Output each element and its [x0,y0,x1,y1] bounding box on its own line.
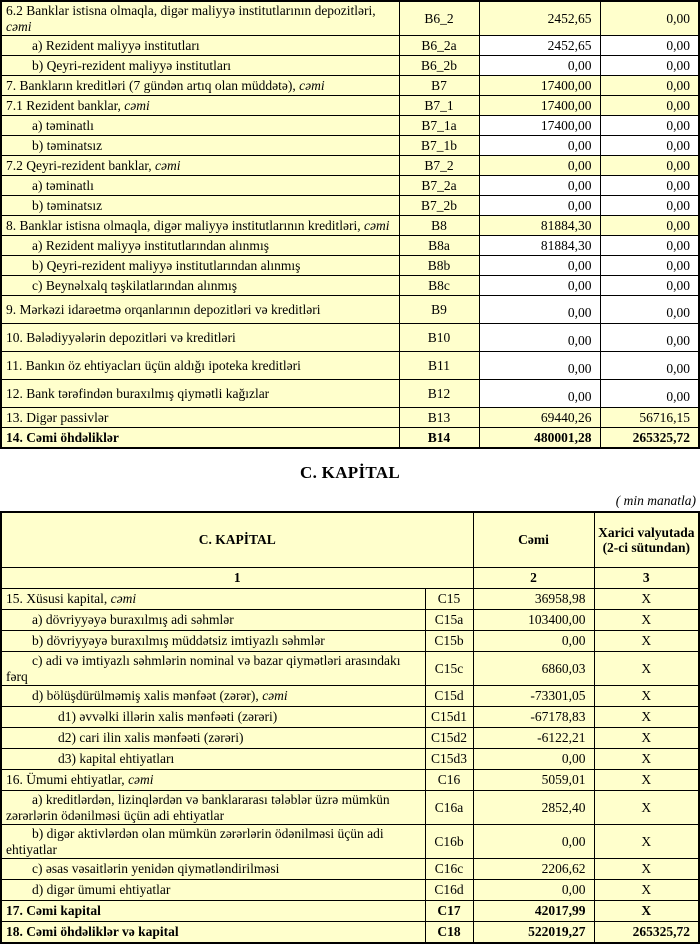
table-row [1,880,699,901]
row-fx-cell: 0,00 [600,236,699,256]
table-row [1,770,699,791]
row-fx-cell: X [594,610,699,631]
row-label-cell: b) Qeyri-rezident maliyyə institutlarından alınmış [1,256,399,276]
row-label-cell: 15. Xüsusi kapital, cəmi [1,589,425,610]
table-row [1,296,699,324]
row-total-cell: 69440,26 [479,408,600,428]
row-code-cell: B13 [399,408,479,428]
table-row [1,408,699,428]
table-row [1,324,699,352]
row-label-cell: a) təminatlı [1,176,399,196]
row-total-cell: 2852,40 [473,791,594,825]
row-label-cell: c) əsas vəsaitlərin yenidən qiymətləndirilməsi [1,859,425,880]
table-row [1,1,699,36]
row-total-cell: 0,00 [479,324,600,352]
row-fx-cell: 0,00 [600,76,699,96]
row-total-cell: 522019,27 [473,922,594,944]
row-label-cell: b) təminatsız [1,136,399,156]
row-fx-cell: X [594,901,699,922]
row-label-cell: 6.2 Banklar istisna olmaqla, digər maliyyə institutlarının depozitləri, cəmi [1,1,399,36]
row-code-cell: C15b [425,631,473,652]
table-row [1,156,699,176]
row-code-cell: B12 [399,380,479,408]
table-row [1,116,699,136]
row-fx-cell: 0,00 [600,324,699,352]
row-fx-cell: X [594,749,699,770]
table-row [1,56,699,76]
row-code-cell: B7_1a [399,116,479,136]
row-total-cell: 17400,00 [479,96,600,116]
table-row [1,136,699,156]
row-total-cell: 0,00 [479,296,600,324]
row-total-cell: 5059,01 [473,770,594,791]
row-label-italic-suffix: cəmi [110,591,137,607]
row-fx-cell: X [594,589,699,610]
row-label-cell: b) Qeyri-rezident maliyyə institutları [1,56,399,76]
table-row [1,96,699,116]
row-label-cell: a) kreditlərdən, lizinqlərdən və banklararası tələblər üzrə mümkün zərərlərin ödənilməsi üçün adi ehtiyatlar [1,791,425,825]
row-total-cell: 0,00 [479,352,600,380]
table-row [1,652,699,686]
row-label-italic-suffix: cəmi [262,688,288,704]
row-code-cell: B6_2b [399,56,479,76]
row-fx-cell: 0,00 [600,116,699,136]
table-row [1,791,699,825]
row-code-cell: B7_1b [399,136,479,156]
row-label-cell: d3) kapital ehtiyatları [1,749,425,770]
row-code-cell: C15c [425,652,473,686]
row-label-italic-suffix: cəmi [364,217,390,233]
row-code-cell: C16b [425,825,473,859]
row-code-cell: C15d2 [425,728,473,749]
capital-table-body [1,589,699,944]
row-label-cell: c) adi və imtiyazlı səhmlərin nominal və bazar qiymətləri arasındakı fərq [1,652,425,686]
row-label-cell: 17. Cəmi kapital [1,901,425,922]
row-fx-cell: X [594,686,699,707]
row-label-cell: 7. Bankların kreditləri (7 gündən artıq olan müddətə), cəmi [1,76,399,96]
row-total-cell: 0,00 [479,56,600,76]
table-row [1,380,699,408]
capital-numbering-row [1,568,699,589]
row-code-cell: B14 [399,428,479,449]
row-fx-cell: 0,00 [600,380,699,408]
row-total-cell: 2452,65 [479,1,600,36]
row-label-cell: b) təminatsız [1,196,399,216]
row-code-cell: C16d [425,880,473,901]
capital-header-fx: Xarici valyutada (2-ci sütundan) [594,512,699,568]
capital-header-row [1,512,699,568]
row-total-cell: 0,00 [479,256,600,276]
row-code-cell: C17 [425,901,473,922]
row-label-cell: b) digər aktivlərdən olan mümkün zərərlərin ödənilməsi üçün adi ehtiyatlar [1,825,425,859]
table-row [1,36,699,56]
table-row [1,631,699,652]
row-label-cell: 10. Bələdiyyələrin depozitləri və kreditləri [1,324,399,352]
row-total-cell: 0,00 [473,880,594,901]
row-fx-cell: X [594,707,699,728]
row-label-cell: a) dövriyyəyə buraxılmış adi səhmlər [1,610,425,631]
row-code-cell: C16a [425,791,473,825]
row-label-cell: 13. Digər passivlər [1,408,399,428]
table-row [1,922,699,944]
table-row [1,276,699,296]
row-label-cell: d2) cari ilin xalis mənfəəti (zərəri) [1,728,425,749]
row-fx-cell: 0,00 [600,352,699,380]
row-label-cell: a) Rezident maliyyə institutlarından alınmış [1,236,399,256]
row-fx-cell: X [594,825,699,859]
row-label-cell: a) təminatlı [1,116,399,136]
table-row [1,707,699,728]
row-fx-cell: 0,00 [600,156,699,176]
row-total-cell: 2452,65 [479,36,600,56]
row-code-cell: B10 [399,324,479,352]
table-row [1,236,699,256]
row-total-cell: -73301,05 [473,686,594,707]
row-fx-cell: X [594,728,699,749]
row-label-cell: d) digər ümumi ehtiyatlar [1,880,425,901]
table-row [1,216,699,236]
row-code-cell: B8a [399,236,479,256]
row-fx-cell: 0,00 [600,296,699,324]
row-code-cell: B9 [399,296,479,324]
row-fx-cell: 0,00 [600,96,699,116]
row-fx-cell: 0,00 [600,276,699,296]
row-code-cell: B7_2b [399,196,479,216]
row-fx-cell: 0,00 [600,1,699,36]
numbering-cell-2: 2 [473,568,594,589]
row-label-cell: 9. Mərkəzi idarəetmə orqanlarının depozitləri və kreditləri [1,296,399,324]
row-label-italic-suffix: cəmi [128,772,154,788]
row-fx-cell: 265325,72 [600,428,699,449]
row-fx-cell: 0,00 [600,256,699,276]
row-total-cell: 0,00 [479,176,600,196]
row-label-italic-suffix: cəmi [155,157,181,173]
table-row [1,256,699,276]
row-fx-cell: X [594,880,699,901]
row-code-cell: B8c [399,276,479,296]
row-fx-cell: 265325,72 [594,922,699,944]
row-total-cell: 81884,30 [479,236,600,256]
row-total-cell: 17400,00 [479,76,600,96]
row-total-cell: 0,00 [479,380,600,408]
numbering-cell-3: 3 [594,568,699,589]
row-code-cell: C16 [425,770,473,791]
table-row [1,901,699,922]
row-label-cell: 18. Cəmi öhdəliklər və kapital [1,922,425,944]
row-label-cell: d1) əvvəlki illərin xalis mənfəəti (zərəri) [1,707,425,728]
row-fx-cell: X [594,631,699,652]
row-total-cell: 0,00 [479,196,600,216]
table-row [1,589,699,610]
row-total-cell: -6122,21 [473,728,594,749]
row-code-cell: B6_2a [399,36,479,56]
capital-header-title: C. KAPİTAL [1,512,473,568]
row-code-cell: B7_2 [399,156,479,176]
row-label-cell: 11. Bankın öz ehtiyacları üçün aldığı ipoteka kreditləri [1,352,399,380]
row-code-cell: B11 [399,352,479,380]
table-row [1,76,699,96]
row-label-italic-suffix: cəmi [6,18,32,34]
table-row [1,196,699,216]
row-code-cell: C16c [425,859,473,880]
table-row [1,686,699,707]
liabilities-table [0,0,700,449]
row-code-cell: B8 [399,216,479,236]
row-fx-cell: 0,00 [600,216,699,236]
table-row [1,610,699,631]
capital-table [0,511,700,944]
row-code-cell: B8b [399,256,479,276]
row-fx-cell: 0,00 [600,196,699,216]
row-code-cell: C15d1 [425,707,473,728]
row-label-cell: 14. Cəmi öhdəliklər [1,428,399,449]
row-fx-cell: X [594,791,699,825]
row-total-cell: 6860,03 [473,652,594,686]
row-code-cell: B7 [399,76,479,96]
row-total-cell: 2206,62 [473,859,594,880]
row-fx-cell: 0,00 [600,176,699,196]
row-code-cell: C18 [425,922,473,944]
section-heading: C. KAPİTAL [300,463,400,483]
row-label-cell: d) bölüşdürülməmiş xalis mənfəət (zərər), cəmi [1,686,425,707]
row-code-cell: B7_1 [399,96,479,116]
table-row [1,176,699,196]
table-row [1,728,699,749]
row-fx-cell: 0,00 [600,136,699,156]
row-total-cell: 81884,30 [479,216,600,236]
row-code-cell: B6_2 [399,1,479,36]
row-label-cell: 7.2 Qeyri-rezident banklar, cəmi [1,156,399,176]
numbering-cell-1: 1 [1,568,473,589]
row-total-cell: 36958,98 [473,589,594,610]
row-fx-cell: 0,00 [600,56,699,76]
row-total-cell: 0,00 [479,276,600,296]
row-fx-cell: 0,00 [600,36,699,56]
row-label-cell: a) Rezident maliyyə institutları [1,36,399,56]
row-code-cell: C15a [425,610,473,631]
table-row [1,749,699,770]
row-label-cell: 12. Bank tərəfindən buraxılmış qiymətli kağızlar [1,380,399,408]
row-total-cell: 42017,99 [473,901,594,922]
capital-header-total: Cəmi [473,512,594,568]
row-total-cell: 103400,00 [473,610,594,631]
row-total-cell: -67178,83 [473,707,594,728]
row-label-italic-suffix: cəmi [299,77,325,93]
row-code-cell: C15 [425,589,473,610]
row-total-cell: 0,00 [473,825,594,859]
table-row [1,428,699,449]
row-fx-cell: X [594,859,699,880]
row-code-cell: C15d3 [425,749,473,770]
row-total-cell: 0,00 [473,631,594,652]
row-fx-cell: 56716,15 [600,408,699,428]
row-fx-cell: X [594,770,699,791]
row-label-cell: c) Beynəlxalq təşkilatlarından alınmış [1,276,399,296]
table-row [1,859,699,880]
row-total-cell: 0,00 [479,136,600,156]
table-row [1,825,699,859]
liabilities-table-body [1,1,699,448]
row-label-cell: 16. Ümumi ehtiyatlar, cəmi [1,770,425,791]
row-code-cell: B7_2a [399,176,479,196]
row-label-cell: b) dövriyyəyə buraxılmış müddətsiz imtiyazlı səhmlər [1,631,425,652]
row-fx-cell: X [594,652,699,686]
row-total-cell: 0,00 [473,749,594,770]
table-row [1,352,699,380]
row-label-cell: 7.1 Rezident banklar, cəmi [1,96,399,116]
row-label-italic-suffix: cəmi [124,97,150,113]
row-total-cell: 480001,28 [479,428,600,449]
row-code-cell: C15d [425,686,473,707]
row-label-cell: 8. Banklar istisna olmaqla, digər maliyyə institutlarının kreditləri, cəmi [1,216,399,236]
row-total-cell: 17400,00 [479,116,600,136]
row-total-cell: 0,00 [479,156,600,176]
units-note: ( min manatla) [615,493,696,509]
